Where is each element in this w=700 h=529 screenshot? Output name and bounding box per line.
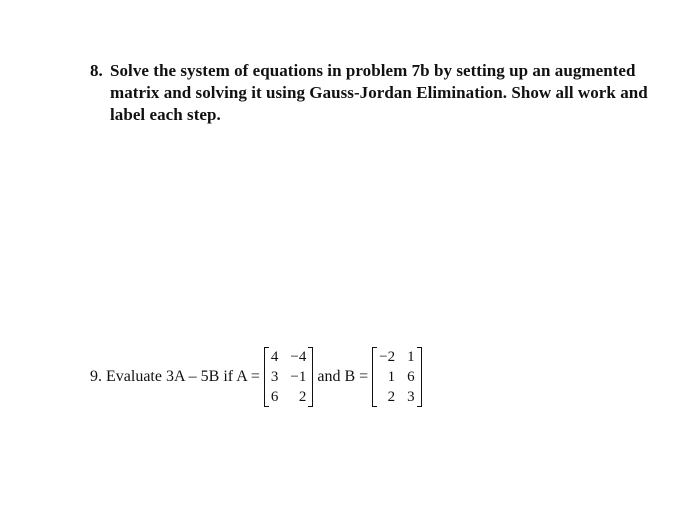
matrix-b-cell: 2 bbox=[387, 389, 396, 405]
matrix-b-grid bbox=[377, 347, 416, 407]
problem-9-conjunction: and B = bbox=[317, 368, 369, 385]
problem-8-line-2: matrix and solving it using Gauss-Jordan Elimination. Show all work and bbox=[110, 83, 648, 102]
matrix-a-grid bbox=[269, 347, 308, 407]
problem-9-prefix: 9. Evaluate 3A – 5B if A = bbox=[90, 368, 260, 385]
matrix-b-cell: 1 bbox=[387, 369, 396, 385]
problem-8 bbox=[90, 60, 670, 126]
problem-8-line-3: label each step. bbox=[110, 105, 221, 124]
problem-8-line-1: 8. Solve the system of equations in problem 7b by setting up an augmented bbox=[90, 61, 636, 80]
matrix-b-cell: 3 bbox=[407, 389, 415, 405]
matrix-b-cell: −2 bbox=[379, 349, 396, 365]
matrix-b bbox=[372, 347, 421, 407]
matrix-b-cell: 6 bbox=[407, 369, 415, 385]
matrix-a-cell: 4 bbox=[270, 349, 279, 365]
problem-9 bbox=[90, 345, 426, 409]
matrix-a bbox=[264, 347, 313, 407]
matrix-a-cell: 6 bbox=[270, 389, 279, 405]
matrix-a-cell: −1 bbox=[290, 369, 307, 385]
problem-8-number: 8. bbox=[90, 61, 103, 80]
matrix-b-right-bracket bbox=[417, 347, 422, 407]
matrix-a-cell: 2 bbox=[298, 389, 307, 405]
matrix-a-cell: 3 bbox=[270, 369, 279, 385]
matrix-b-cell: 1 bbox=[407, 349, 415, 365]
matrix-a-right-bracket bbox=[308, 347, 313, 407]
matrix-a-cell: −4 bbox=[290, 349, 307, 365]
